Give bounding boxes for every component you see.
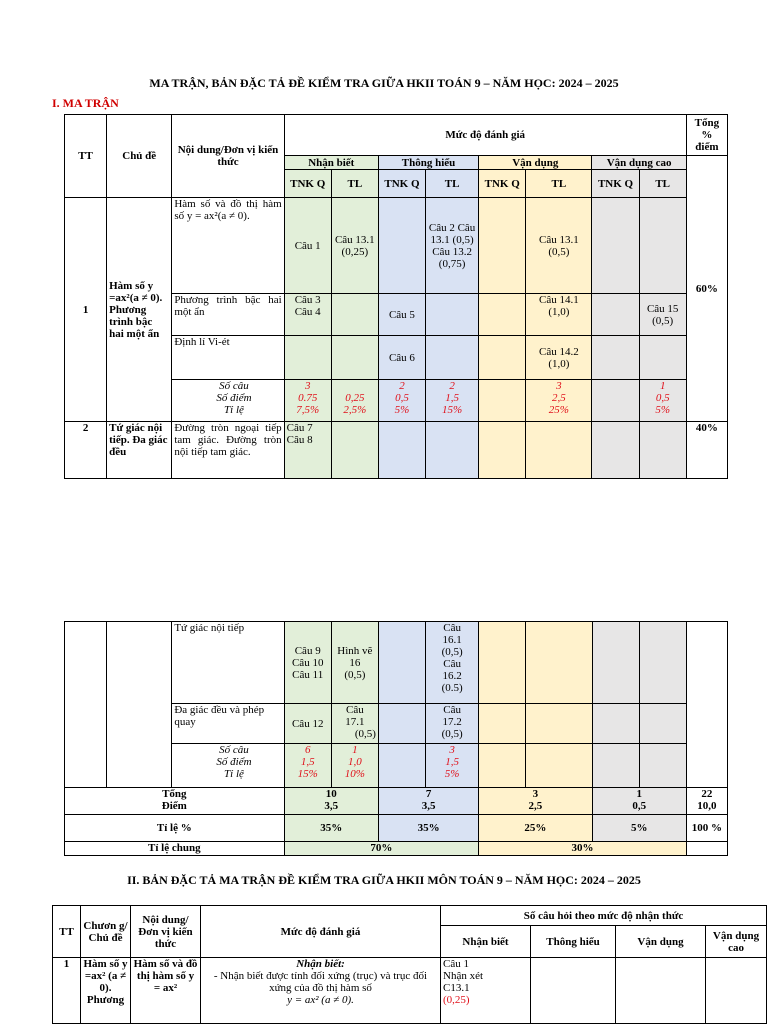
unit-vi-et: Định lí Vi-ét [172,336,284,380]
cell [331,622,378,704]
value: 1 [659,380,666,392]
header-tong: Tổng % điểm [686,115,727,156]
header-tl: TL [526,170,592,198]
topic2-tt: 2 [65,422,107,479]
cell [331,336,378,380]
value: 0,5 [395,392,409,404]
value: 25% [548,404,569,416]
summary-cell [284,380,331,422]
summary-cell [284,744,331,788]
cell-line: 16 [349,656,361,669]
cell-line: Nhận xét [443,970,484,982]
cell [592,336,639,380]
cell: Câu 1 [284,198,331,294]
header-tnkq: TNK Q [378,170,425,198]
cell: Câu 13.1 (0,25) [331,198,378,294]
cell [639,336,686,380]
value: 2,5 [552,392,566,404]
cell-line [443,982,528,1006]
matrix-table-part2 [64,621,728,856]
question-score: (0,25) [443,994,470,1006]
spec-header-noidung: Nội dung/Đơn vị kiến thức [131,906,201,958]
label: Số điểm [216,756,252,768]
topic1-title: Hàm số y =ax²(a ≠ 0). Phương trình bậc hai một ẩn [107,198,172,422]
cell [479,704,526,744]
header-noi-dung: Nội dung/Đơn vị kiến thức [172,115,284,198]
unit-da-giac: Đa giác đều và phép quay [172,704,284,744]
cell [331,294,378,336]
spec-row-th [531,958,616,1024]
unit-duong-tron: Đường tròn ngoại tiếp tam giác. Đường tròn nội tiếp tam giác. [172,422,284,479]
value: 3 [532,788,539,800]
value: 15% [442,404,463,416]
header-nhan-biet: Nhận biết [284,156,378,170]
value: 22 [701,788,713,800]
cell [639,704,686,744]
cell-line: Câu [443,622,461,634]
summary-cell [592,380,639,422]
cell-line: 16.2 [442,670,462,682]
cell [331,704,378,744]
cell [65,622,107,788]
spec-header-mucdo: Mức độ đánh giá [201,906,441,958]
cell-line: Câu 1 [443,958,469,970]
cell-line: (0,5) [441,728,463,740]
value: 5% [655,404,671,416]
header-tl: TL [426,170,479,198]
section-heading-spec: II. BẢN ĐẶC TẢ MA TRẬN ĐỀ KIỂM TRA GIỮA HKII MÔN TOÁN 9 – NĂM HỌC: 2024 – 2025 [127,873,641,887]
level-formula: y = ax² (a ≠ 0). [287,994,354,1006]
cell-line: Câu 4 [294,306,321,318]
ratio-vd: 25% [479,815,592,842]
topic1-tt: 1 [65,198,107,422]
total-nb [284,788,378,815]
cell-line: Câu 10 [291,656,324,669]
ratio-label: Tỉ lệ % [65,815,285,842]
summary-cell [592,744,639,788]
value: 2 [449,380,455,392]
label: Số câu [219,744,249,756]
value: 5% [444,768,460,780]
value: 1,5 [445,392,459,404]
cell [686,622,727,788]
cell-line: Câu [345,704,364,716]
question-ref: C13.1 [443,982,470,994]
cell-line: (0,5) [441,646,463,658]
summary-cell [426,744,479,788]
spec-header-nb: Nhận biết [441,926,531,958]
value: 2 [399,380,405,392]
cell: Câu 2 Câu 13.1 (0,5) Câu 13.2 (0,75) [426,198,479,294]
cell: Câu 5 [378,294,425,336]
total-vd [479,788,592,815]
label: Số câu [219,380,249,392]
cell: Câu 13.1 (0,5) [526,198,592,294]
cell [426,704,479,744]
cell [479,622,526,704]
summary-cell [378,380,425,422]
total-all [686,788,727,815]
header-tl: TL [331,170,378,198]
label: Tỉ lệ [224,404,244,416]
cell [479,422,526,479]
cell [526,422,592,479]
spec-header-th: Thông hiểu [531,926,616,958]
cell-line: Hình vẽ [337,644,373,657]
cell-line: Câu 11 [292,668,324,681]
cell [686,842,727,856]
cell [479,336,526,380]
cell-line: Câu 8 [286,434,313,446]
spec-row-nb [441,958,531,1024]
cell-line: 17.2 [442,716,462,728]
spec-row-chuong: Hàm số y =ax² (a ≠ 0). Phương [81,958,131,1024]
cell [592,622,639,704]
total-th [378,788,478,815]
document-title: MA TRẬN, BẢN ĐẶC TẢ ĐỀ KIỂM TRA GIỮA HKII TOÁN 9 – NĂM HỌC: 2024 – 2025 [149,76,619,90]
value: 10 [325,788,337,800]
header-tnkq: TNK Q [592,170,639,198]
cell [284,422,331,479]
cell [284,336,331,380]
value: 3,5 [421,800,436,812]
value: 1 [352,744,358,756]
cell-line: Câu 7 [286,422,313,434]
summary-cell [331,744,378,788]
value: 10,0 [697,800,717,812]
label: Điểm [161,800,187,812]
spec-header-tt: TT [53,906,81,958]
label: Tổng [162,788,187,800]
summary-cell [526,744,592,788]
cell [426,294,479,336]
value: 1 [636,788,642,800]
summary-cell [331,380,378,422]
cell: Câu 14.1 (1,0) [526,294,592,336]
value: 3 [304,380,311,392]
cell [592,704,639,744]
cell [639,198,686,294]
cell-line: (0,5) [344,668,366,681]
value: 2,5% [343,404,367,416]
cell-line: 16.1 [442,634,462,646]
spec-row-tt: 1 [53,958,81,1024]
summary-cell [426,380,479,422]
cell [426,336,479,380]
unit-phuong-trinh: Phương trình bậc hai một ẩn [172,294,284,336]
value: 0.75 [298,392,318,404]
header-tnkq: TNK Q [479,170,526,198]
spec-header-chuong: Chươn g/ Chủ đề [81,906,131,958]
cell [479,294,526,336]
ratio-nb: 35% [284,815,378,842]
level-heading: Nhận biết: [296,958,345,970]
cell [426,422,479,479]
cell [592,422,639,479]
value: 0,25 [345,392,365,404]
unit-tu-giac: Tứ giác nội tiếp [172,622,284,704]
cell-line: Câu 9 [294,644,321,657]
summary-cell [639,380,686,422]
value: 1,5 [445,756,460,768]
value: 1,5 [300,756,315,768]
label: Số điểm [216,392,252,404]
cell-line: Câu 3 [294,294,321,306]
cell [426,622,479,704]
cell [378,622,425,704]
cell: Câu 6 [378,336,425,380]
value: 10% [344,768,365,780]
value: 7,5% [296,404,320,416]
cell [526,622,592,704]
value: 15% [297,768,318,780]
summary-labels [172,380,284,422]
cell [592,294,639,336]
ratio-total: 100 % [686,815,727,842]
cell [639,622,686,704]
cell: Câu 12 [284,704,331,744]
header-thong-hieu: Thông hiểu [378,156,478,170]
cell [639,422,686,479]
header-van-dung-cao: Vận dụng cao [592,156,686,170]
cell [378,704,425,744]
value: 3 [449,744,455,756]
topic1-percent: 60% [686,156,727,422]
cell [592,198,639,294]
spec-header-vdc: Vận dụng cao [706,926,767,958]
section-heading-matrix: I. MA TRẬN [52,96,119,110]
value: 3,5 [324,800,339,812]
cell [378,198,425,294]
value: 0,5 [655,392,670,404]
header-chu-de: Chủ đề [107,115,172,198]
spec-row-noidung: Hàm số và đồ thị hàm số y = ax² [131,958,201,1024]
value: 2,5 [528,800,543,812]
cell-line: (0,5) [354,728,376,740]
spec-row-vd [616,958,706,1024]
cell [107,622,172,788]
cell-line: 17.1 [345,716,365,728]
cell: Câu 15 (0,5) [639,294,686,336]
header-muc-do: Mức độ đánh giá [284,115,686,156]
value: 0,5 [632,800,647,812]
level-text: - Nhận biết được tính đối xứng (trục) và trục đối xứng của đồ thị hàm số [213,970,428,994]
summary-cell [526,380,592,422]
overall-ratio-a: 70% [284,842,479,856]
value: 1,0 [347,756,362,768]
spec-header-socau: Số câu hỏi theo mức độ nhận thức [441,906,767,926]
spec-row-vdc [706,958,767,1024]
cell: Câu 14.2 (1,0) [526,336,592,380]
header-tt: TT [65,115,107,198]
topic2-percent: 40% [686,422,727,479]
cell-line: Câu [443,658,461,670]
value: 6 [304,744,311,756]
matrix-table-part1 [64,114,728,479]
overall-ratio-b: 30% [479,842,687,856]
unit-ham-so: Hàm số và đồ thị hàm số y = ax²(a ≠ 0). [172,198,284,294]
value: 7 [425,788,432,800]
label: Tỉ lệ [224,768,244,780]
total-vdc [592,788,686,815]
cell-line: (0.5) [441,682,463,694]
header-tnkq: TNK Q [284,170,331,198]
cell-line: Câu [443,704,461,716]
spec-row-mucdo [201,958,441,1024]
cell [284,622,331,704]
cell [479,198,526,294]
cell [284,294,331,336]
summary-cell [479,744,526,788]
value [334,380,376,392]
cell [526,704,592,744]
summary-cell [479,380,526,422]
summary-labels [172,744,284,788]
header-tl: TL [639,170,686,198]
cell [331,422,378,479]
value: 3 [556,380,562,392]
summary-cell [378,744,425,788]
overall-ratio-label: Tỉ lệ chung [65,842,285,856]
cell [378,422,425,479]
header-van-dung: Vận dụng [479,156,592,170]
topic2-title: Tứ giác nội tiếp. Đa giác đều [107,422,172,479]
total-label [65,788,285,815]
summary-cell [639,744,686,788]
ratio-th: 35% [378,815,478,842]
value: 5% [394,404,410,416]
spec-header-vd: Vận dụng [616,926,706,958]
spec-table [52,905,767,1024]
ratio-vdc: 5% [592,815,686,842]
